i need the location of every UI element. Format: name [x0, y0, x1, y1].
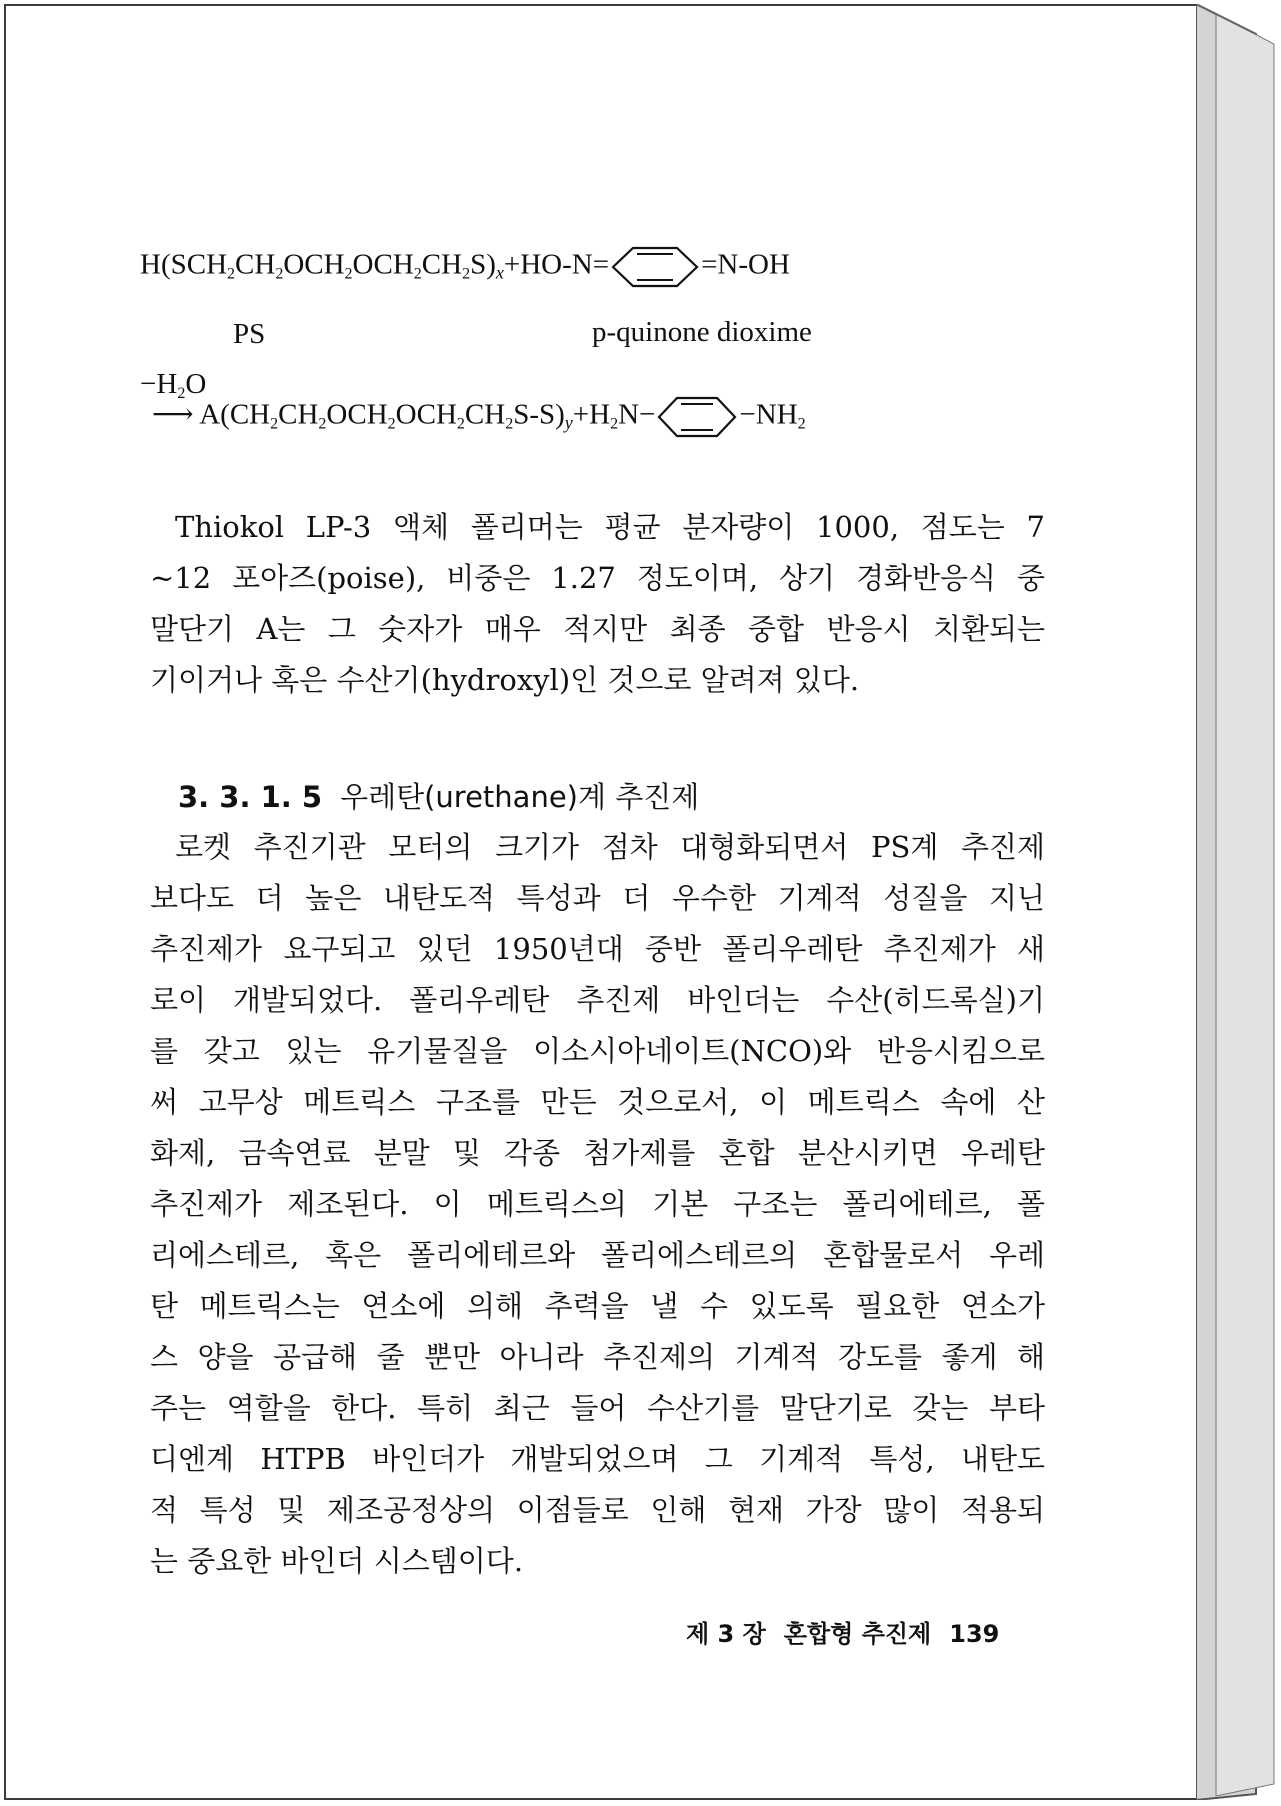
- page-edge-decoration: [1196, 4, 1276, 1800]
- label-ps: PS: [233, 318, 266, 350]
- text-line: 추진제가 요구되고 있던 1950년대 중반 폴리우레탄 추진제가 새: [150, 932, 1045, 966]
- text-line: 는 중요한 바인더 시스템이다.: [150, 1544, 524, 1578]
- text-line: ~12 포아즈(poise), 비중은 1.27 정도이며, 상기 경화반응식 중: [150, 561, 1045, 595]
- paragraph-thiokol: [150, 502, 1045, 706]
- section-number: 3. 3. 1. 5: [178, 780, 323, 814]
- text-line: 써 고무상 메트릭스 구조를 만든 것으로서, 이 메트릭스 속에 산: [150, 1085, 1045, 1119]
- text-line: 보다도 더 높은 내탄도적 특성과 더 우수한 기계적 성질을 지닌: [150, 881, 1045, 915]
- reaction-arrow: ⟶: [152, 398, 194, 431]
- text-line: 로이 개발되었다. 폴리우레탄 추진제 바인더는 수산(히드록실)기: [150, 983, 1045, 1017]
- footer-title: 혼합형 추진제: [783, 1620, 932, 1648]
- text-line: 디엔계 HTPB 바인더가 개발되었으며 그 기계적 특성, 내탄도: [150, 1442, 1045, 1476]
- text-line: 주는 역할을 한다. 특히 최근 들어 수산기를 말단기로 갖는 부타: [150, 1391, 1045, 1425]
- section-title: 우레탄(urethane)계 추진제: [340, 780, 700, 814]
- page-number: 139: [949, 1620, 1000, 1648]
- text-line: 기이거나 혹은 수산기(hydroxyl)인 것으로 알려져 있다.: [150, 663, 860, 697]
- text-line: 로켓 추진기관 모터의 크기가 점차 대형화되면서 PS계 추진제: [175, 830, 1045, 864]
- text-line: Thiokol LP-3 액체 폴리머는 평균 분자량이 1000, 점도는 7: [175, 510, 1045, 544]
- footer-chapter: 제 3 장: [686, 1620, 766, 1648]
- reaction-line-1: $H(SCH_2CH_2OCH_2OCH_2CH_2S)x+HO-N= =N-OH$: [140, 245, 790, 289]
- benzene-ring-icon: [655, 395, 739, 439]
- text-line: 탄 메트릭스는 연소에 의해 추력을 낼 수 있도록 필요한 연소가: [150, 1289, 1045, 1323]
- text-line: 추진제가 제조된다. 이 메트릭스의 기본 구조는 폴리에테르, 폴: [150, 1187, 1045, 1221]
- quinone-ring-icon: [609, 245, 701, 289]
- page-footer: [686, 1614, 1017, 1649]
- label-dioxime: p-quinone dioxime: [592, 316, 812, 348]
- text-line: 적 특성 및 제조공정상의 이점들로 인해 현재 가장 많이 적용되: [150, 1493, 1045, 1527]
- text-line: 리에스테르, 혹은 폴리에테르와 폴리에스테르의 혼합물로서 우레: [150, 1238, 1045, 1272]
- paragraph-urethane: [150, 822, 1045, 1587]
- text-line: 를 갖고 있는 유기물질을 이소시아네이트(NCO)와 반응시킴으로: [150, 1034, 1045, 1068]
- water-elimination: $-H_2O$: [140, 368, 207, 402]
- text-line: 화제, 금속연료 분말 및 각종 첨가제를 혼합 분산시키면 우레탄: [150, 1136, 1045, 1170]
- text-line: 말단기 A는 그 숫자가 매우 적지만 최종 중합 반응시 치환되는: [150, 612, 1045, 646]
- section-heading: [178, 775, 699, 816]
- text-line: 스 양을 공급해 줄 뿐만 아니라 추진제의 기계적 강도를 좋게 해: [150, 1340, 1045, 1374]
- reaction-line-2: ⟶ $A(CH_2CH_2OCH_2OCH_2CH_2S-S)y+H_2N- -NH_2$: [152, 395, 806, 439]
